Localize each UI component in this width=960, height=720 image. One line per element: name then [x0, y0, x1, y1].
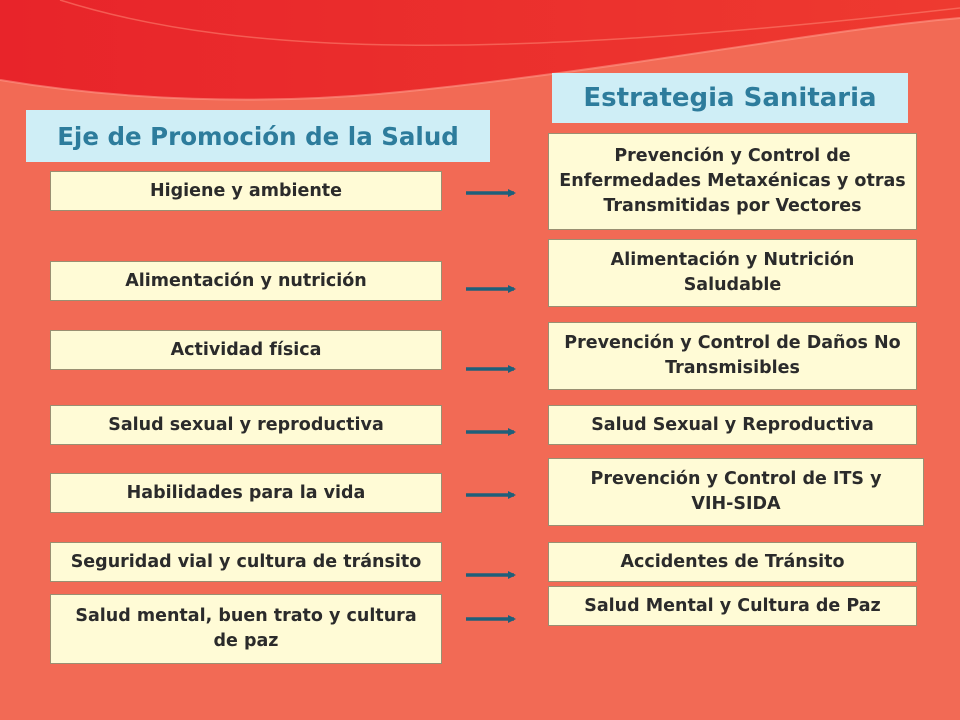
- left-item-salud-mental: Salud mental, buen trato y cultura de paz: [50, 594, 442, 664]
- left-item-alimentacion: Alimentación y nutrición: [50, 261, 442, 301]
- left-column-title: Eje de Promoción de la Salud: [26, 110, 490, 162]
- right-item-accidentes: Accidentes de Tránsito: [548, 542, 917, 582]
- right-item-its-vih: Prevención y Control de ITS y VIH-SIDA: [548, 458, 924, 526]
- right-column-title: Estrategia Sanitaria: [552, 73, 908, 123]
- left-item-seguridad-vial: Seguridad vial y cultura de tránsito: [50, 542, 442, 582]
- left-item-higiene: Higiene y ambiente: [50, 171, 442, 211]
- right-item-no-transmisibles: Prevención y Control de Daños No Transmisibles: [548, 322, 917, 390]
- left-item-habilidades: Habilidades para la vida: [50, 473, 442, 513]
- left-item-salud-sexual: Salud sexual y reproductiva: [50, 405, 442, 445]
- right-item-metaxenicas: Prevención y Control de Enfermedades Metaxénicas y otras Transmitidas por Vectores: [548, 133, 917, 230]
- right-item-salud-mental: Salud Mental y Cultura de Paz: [548, 586, 917, 626]
- right-item-salud-sexual: Salud Sexual y Reproductiva: [548, 405, 917, 445]
- left-item-actividad: Actividad física: [50, 330, 442, 370]
- right-item-nutricion: Alimentación y Nutrición Saludable: [548, 239, 917, 307]
